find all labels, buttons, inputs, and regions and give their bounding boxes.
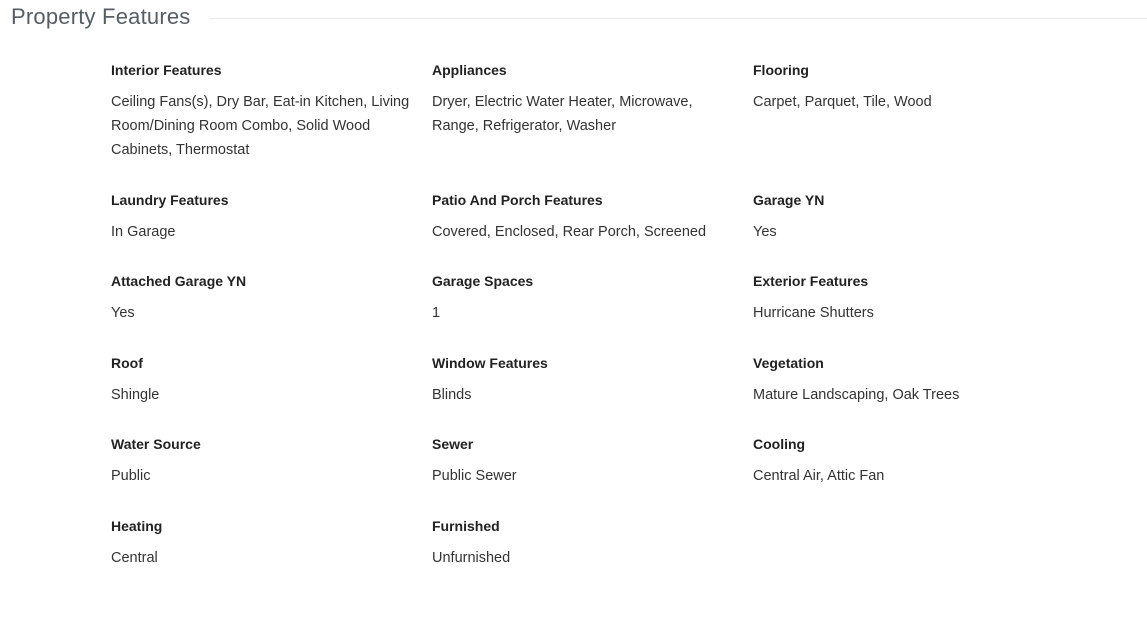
feature-label: Window Features (432, 355, 548, 371)
feature-heating (111, 517, 432, 599)
feature-value: Yes (753, 224, 777, 240)
features-grid (111, 61, 1074, 599)
feature-label: Roof (111, 355, 143, 371)
feature-label: Interior Features (111, 62, 222, 78)
feature-label: Garage YN (753, 192, 825, 208)
feature-laundry-features (111, 191, 432, 272)
feature-flooring (753, 61, 1074, 191)
feature-cooling (753, 435, 1074, 517)
feature-water-source (111, 435, 432, 517)
feature-sewer (432, 435, 753, 517)
feature-vegetation (753, 354, 1074, 435)
features-row (111, 354, 1074, 435)
feature-exterior-features (753, 272, 1074, 354)
features-row (111, 272, 1074, 354)
feature-attached-garage-yn (111, 272, 432, 354)
feature-value: Covered, Enclosed, Rear Porch, Screened (432, 224, 707, 240)
feature-value: Mature Landscaping, Oak Trees (753, 387, 960, 403)
feature-roof (111, 354, 432, 435)
feature-value: Unfurnished (432, 550, 511, 566)
feature-value: Public (111, 468, 151, 484)
feature-label: Appliances (432, 62, 507, 78)
feature-garage-spaces (432, 272, 753, 354)
feature-value: Public Sewer (432, 468, 517, 484)
feature-interior-features (111, 61, 432, 191)
feature-value: Blinds (432, 387, 472, 403)
feature-label: Cooling (753, 436, 806, 452)
feature-patio-and-porch-features (432, 191, 753, 272)
feature-label: Flooring (753, 62, 809, 78)
feature-garage-yn (753, 191, 1074, 272)
feature-value: Ceiling Fans(s), Dry Bar, Eat-in Kitchen, Living Room/Dining Room Combo, Solid Wood Cabinets, Thermostat (111, 94, 410, 158)
feature-value: Dryer, Electric Water Heater, Microwave, Range, Refrigerator, Washer (432, 94, 693, 134)
feature-label: Heating (111, 518, 163, 534)
feature-label: Exterior Features (753, 273, 869, 289)
feature-value: 1 (432, 305, 441, 321)
feature-label: Water Source (111, 436, 201, 452)
feature-label: Vegetation (753, 355, 824, 371)
feature-label: Furnished (432, 518, 500, 534)
feature-value: In Garage (111, 224, 176, 240)
feature-furnished (432, 517, 753, 599)
feature-label: Garage Spaces (432, 273, 534, 289)
feature-label: Sewer (432, 436, 474, 452)
feature-label: Laundry Features (111, 192, 229, 208)
features-row (111, 517, 1074, 599)
feature-value: Central Air, Attic Fan (753, 468, 885, 484)
feature-label: Attached Garage YN (111, 273, 247, 289)
feature-value: Hurricane Shutters (753, 305, 874, 321)
features-row (111, 191, 1074, 272)
feature-appliances (432, 61, 753, 191)
feature-window-features (432, 354, 753, 435)
feature-value: Central (111, 550, 158, 566)
feature-value: Carpet, Parquet, Tile, Wood (753, 94, 932, 110)
feature-value: Shingle (111, 387, 160, 403)
section-divider (210, 18, 1147, 19)
feature-value: Yes (111, 305, 135, 321)
section-title: Property Features (11, 4, 191, 29)
features-row (111, 435, 1074, 517)
feature-label: Patio And Porch Features (432, 192, 603, 208)
section-header (11, 3, 1147, 31)
features-row (111, 61, 1074, 191)
